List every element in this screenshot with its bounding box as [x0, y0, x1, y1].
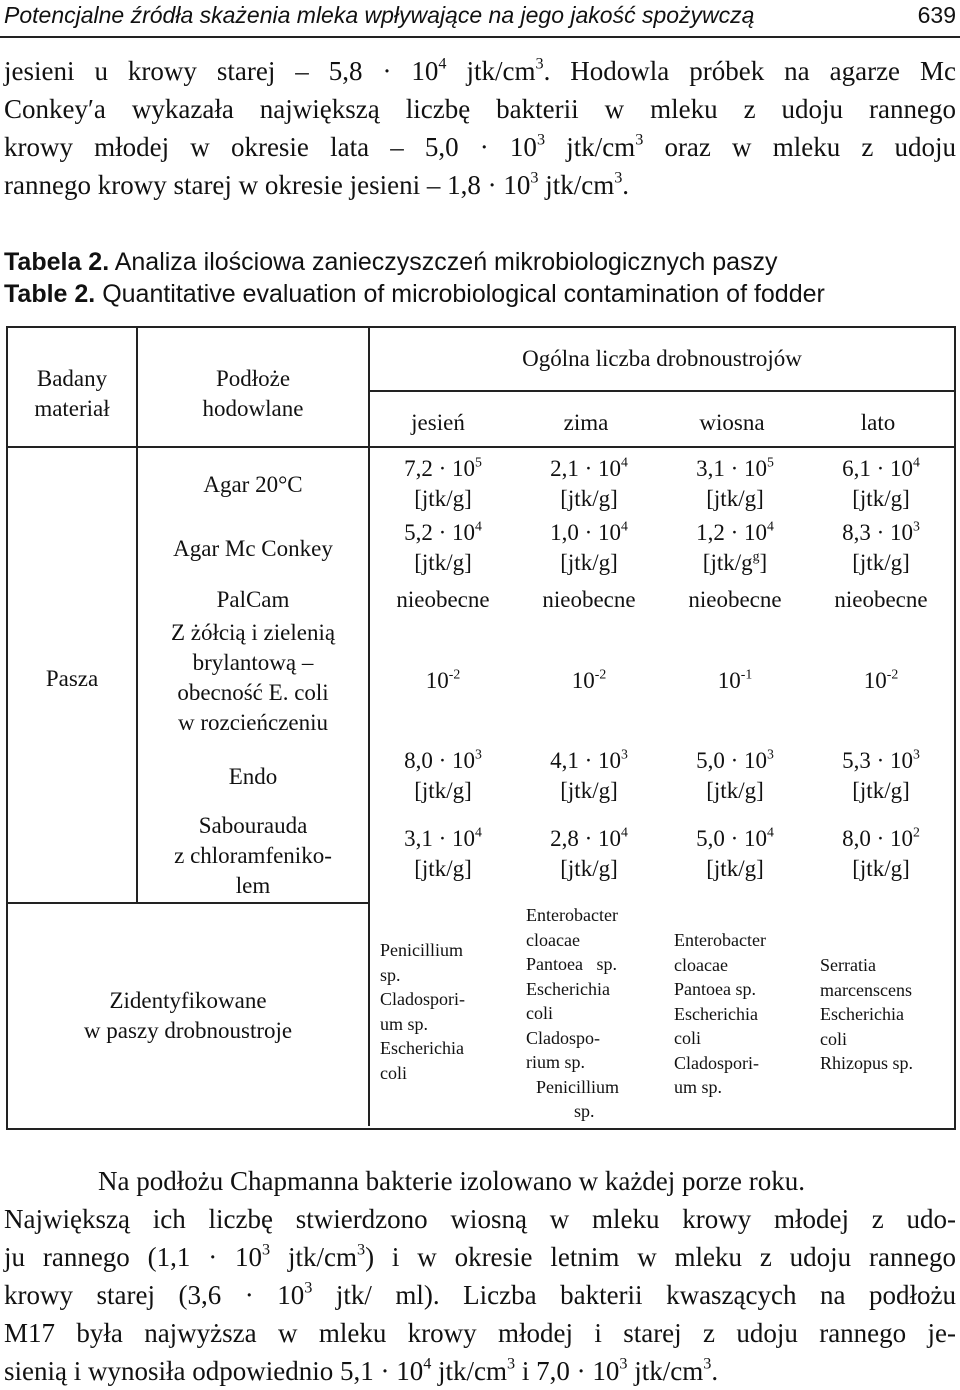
- value-cell: $1,2 \cdot 10^4$ $[jtk/g^g]$: [696, 518, 774, 575]
- identified-zima: Enterobacter cloacae Pantoea sp. Escherichia coli Cladospo- rium sp. Penicillium sp.: [526, 905, 619, 1121]
- value-cell: $6,1 \cdot 10^4$ [jtk/g]: [842, 454, 920, 511]
- value-cell: $2,1 \cdot 10^4$ [jtk/g]: [550, 454, 628, 511]
- value-cell: $10^{-2}$: [863, 666, 899, 693]
- value-cell: nieobecne: [688, 587, 782, 612]
- value-cell: nieobecne: [396, 587, 490, 612]
- value-cell: $7,2 \cdot 10^5$ [jtk/g]: [404, 454, 482, 511]
- medium-agar-20: Agar 20°C: [203, 472, 303, 497]
- table-caption-en: Table 2. Quantitative evaluation of microbiological contamination of fodder: [4, 280, 825, 308]
- value-cell: $4,1 \cdot 10^3$ [jtk/g]: [550, 746, 628, 803]
- grid-line: [8, 902, 370, 904]
- value-cell: $8,3 \cdot 10^3$ [jtk/g]: [842, 518, 920, 575]
- value-cell: $10^{-2}$: [571, 666, 607, 693]
- value-cell: $5,0 \cdot 10^4$ [jtk/g]: [696, 824, 774, 881]
- value-cell: $10^{-2}$: [425, 666, 461, 693]
- grid-line: [368, 390, 954, 392]
- intro-line-4: rannego krowy starej w okresie jesieni – $1,8 \cdot 10^3$ jtk/$cm^3$.: [4, 168, 630, 200]
- header-total-count: Ogólna liczba drobnoustrojów: [522, 346, 802, 371]
- identified-label: Zidentyfikowane w paszy drobnoustroje: [83, 988, 293, 1043]
- medium-palcam: PalCam: [216, 587, 290, 612]
- header-season-wiosna: wiosna: [699, 410, 765, 435]
- identified-jesien: Penicillium sp. Cladospori- um sp. Escherichia coli: [380, 940, 465, 1083]
- value-cell: $1,0 \cdot 10^4$ [jtk/g]: [550, 518, 628, 575]
- bottom-line-2: Największą ich liczbę stwierdzono wiosną w mleku krowy młodej z udo-: [4, 1204, 956, 1234]
- intro-line-3: krowy młodej w okresie lata – $5,0 \cdot 10^3$ jtk/$cm^3$ oraz w mleku z udoju: [4, 130, 957, 162]
- intro-line-1: jesieni u krowy starej – $5,8 \cdot 10^4$ jtk/$cm^3$. Hodowla próbek na agarze Mc: [4, 54, 956, 86]
- header-season-lato: lato: [860, 410, 896, 435]
- grid-line: [8, 446, 954, 448]
- medium-bile-brilliant-green: Z żółcią i zielenią brylantową – obecność E. coli w rozcieńczeniu: [170, 620, 336, 735]
- value-cell: nieobecne: [834, 587, 928, 612]
- identified-lato: Serratia marcenscens Escherichia coli Rhizopus sp.: [820, 955, 914, 1073]
- value-cell: $5,3 \cdot 10^3$ [jtk/g]: [842, 746, 920, 803]
- value-cell: $3,1 \cdot 10^5$ [jtk/g]: [696, 454, 774, 511]
- bottom-line-6: sienią i wynosiła odpowiednio $5,1 \cdot 10^4$ jtk/$cm^3$ i $7,0 \cdot 10^3$ jtk/$cm^3$.: [4, 1354, 719, 1386]
- medium-sabouraud: Sabourauda z chloramfeniko- lem: [174, 813, 332, 898]
- medium-agar-mc-conkey: Agar Mc Conkey: [173, 536, 333, 561]
- value-cell: $10^{-1}$: [717, 666, 753, 693]
- table-caption-pl: Tabela 2. Analiza ilościowa zanieczyszczeń mikrobiologicznych paszy: [4, 248, 778, 276]
- bottom-paragraph: [4, 1162, 956, 1390]
- bottom-line-4: krowy starej ($3,6 \cdot 10^3$ jtk/ ml). Liczba bakterii kwaszących na podłożu: [4, 1278, 956, 1310]
- value-cell: $8,0 \cdot 10^2$ [jtk/g]: [842, 824, 920, 881]
- header-season-jesien: jesień: [411, 410, 465, 435]
- bottom-line-5: M17 była najwyższa w mleku krowy młodej i starej z udoju rannego je-: [4, 1318, 956, 1348]
- bottom-line-1: Na podłożu Chapmanna bakterie izolowano w każdej porze roku.: [98, 1166, 805, 1196]
- value-cell: $2,8 \cdot 10^4$ [jtk/g]: [550, 824, 628, 881]
- header-season-zima: zima: [563, 410, 609, 435]
- medium-endo: Endo: [228, 764, 278, 789]
- running-title: Potencjalne źródła skażenia mleka wpływające na jego jakość spożywczą: [4, 2, 755, 28]
- value-cell: $5,0 \cdot 10^3$ [jtk/g]: [696, 746, 774, 803]
- header-medium: Podłoże hodowlane: [202, 366, 304, 421]
- value-cell: nieobecne: [542, 587, 636, 612]
- value-cell: $5,2 \cdot 10^4$ [jtk/g]: [404, 518, 482, 575]
- intro-paragraph: [4, 52, 956, 204]
- value-cell: $8,0 \cdot 10^3$ [jtk/g]: [404, 746, 482, 803]
- material-label: Pasza: [45, 666, 99, 691]
- identified-wiosna: Enterobacter cloacae Pantoea sp. Escherichia coli Cladospori- um sp.: [674, 930, 766, 1097]
- header-material: Badany materiał: [34, 366, 110, 421]
- running-header: [0, 0, 960, 38]
- intro-line-2: Conkey′a wykazała największą liczbę bakterii w mleku z udoju rannego: [4, 94, 956, 124]
- contamination-table: [6, 326, 956, 1130]
- bottom-line-3: ju rannego ($1,1 \cdot 10^3$ jtk/$cm^3$) i w okresie letnim w mleku z udoju rannego: [4, 1240, 956, 1272]
- value-cell: $3,1 \cdot 10^4$ [jtk/g]: [404, 824, 482, 881]
- page-number: 639: [917, 2, 956, 28]
